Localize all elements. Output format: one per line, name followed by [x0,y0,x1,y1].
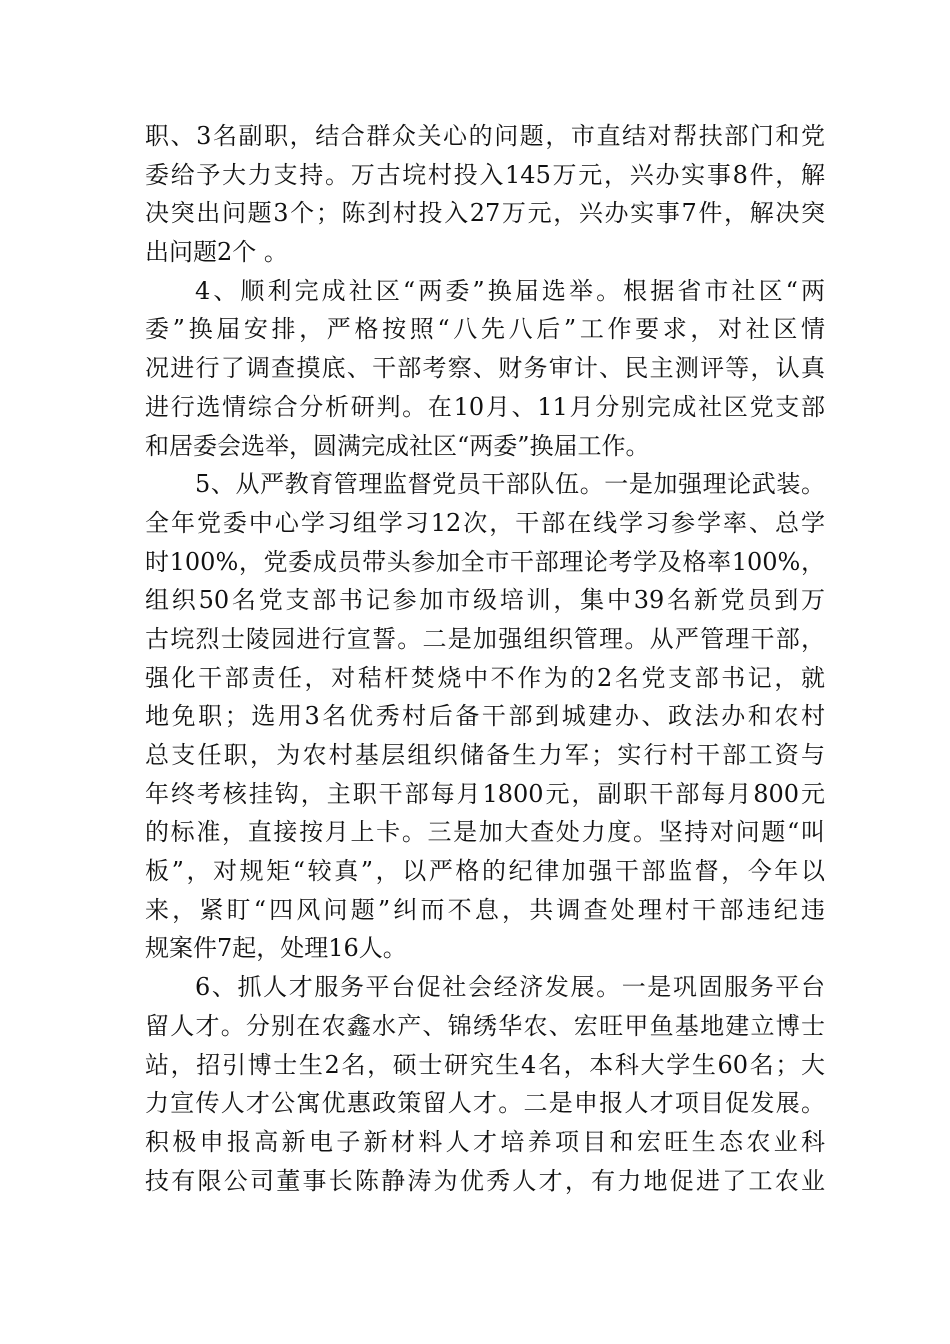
text-line: 出问题2个 。 [145,238,288,267]
text-line: 决突出问题3个；陈刭村投入27万元，兴办实事7件，解决突 [145,199,825,228]
text-line: 站，招引博士生2名，硕士研究生4名，本科大学生60名；大 [145,1050,825,1079]
text-line: 板”，对规矩“较真”，以严格的纪律加强干部监督，今年以 [145,857,825,886]
text-line: 年终考核挂钩，主职干部每月1800元，副职干部每月800元 [145,779,825,808]
text-line: 规案件7起，处理16人。 [145,934,407,963]
text-line: 地免职；选用3名优秀村后备干部到城建办、政法办和农村 [145,702,825,731]
text-line: 的标准，直接按月上卡。三是加大查处力度。坚持对问题“叫 [145,818,825,847]
text-line: 职、3名副职，结合群众关心的问题，市直结对帮扶部门和党 [145,122,825,150]
text-line: 委”换届安排，严格按照“八先八后”工作要求，对社区情 [145,315,825,344]
text-line: 全年党委中心学习组学习12次，干部在线学习参学率、总学 [145,508,825,537]
text-line: 总支任职，为农村基层组织储备生力军；实行村干部工资与 [145,741,825,769]
paragraph-first-line: 5、从严教育管理监督党员干部队伍。一是加强理论武装。 [195,470,825,499]
text-line: 时100%，党委成员带头参加全市干部理论考学及格率100%， [145,547,825,576]
body-text [145,117,825,1200]
text-line: 力宣传人才公寓优惠政策留人才。二是申报人才项目促发展。 [145,1089,825,1118]
text-line: 古垸烈士陵园进行宣誓。二是加强组织管理。从严管理干部， [145,624,825,653]
text-line: 来，紧盯“四风问题”纠而不息，共调查处理村干部违纪违 [145,895,825,924]
paragraph-first-line: 4、顺利完成社区“两委”换届选举。根据省市社区“两 [195,276,825,305]
text-line: 技有限公司董事长陈静涛为优秀人才，有力地促进了工农业 [145,1166,825,1195]
text-line: 留人才。分别在农鑫水产、锦绣华农、宏旺甲鱼基地建立博士 [145,1011,825,1040]
text-line: 和居委会选举，圆满完成社区“两委”换届工作。 [145,431,650,460]
text-line: 积极申报高新电子新材料人才培养项目和宏旺生态农业科 [145,1127,825,1156]
text-line: 组织50名党支部书记参加市级培训，集中39名新党员到万 [145,586,825,615]
text-line: 委给予大力支持。万古垸村投入145万元，兴办实事8件，解 [145,160,825,189]
paragraph-first-line: 6、抓人才服务平台促社会经济发展。一是巩固服务平台 [195,973,825,1002]
text-line: 况进行了调查摸底、干部考察、财务审计、民主测评等，认真 [145,354,825,383]
text-line: 进行选情综合分析研判。在10月、11月分别完成社区党支部 [145,392,825,421]
text-line: 强化干部责任，对秸杆焚烧中不作为的2名党支部书记，就 [145,663,825,692]
